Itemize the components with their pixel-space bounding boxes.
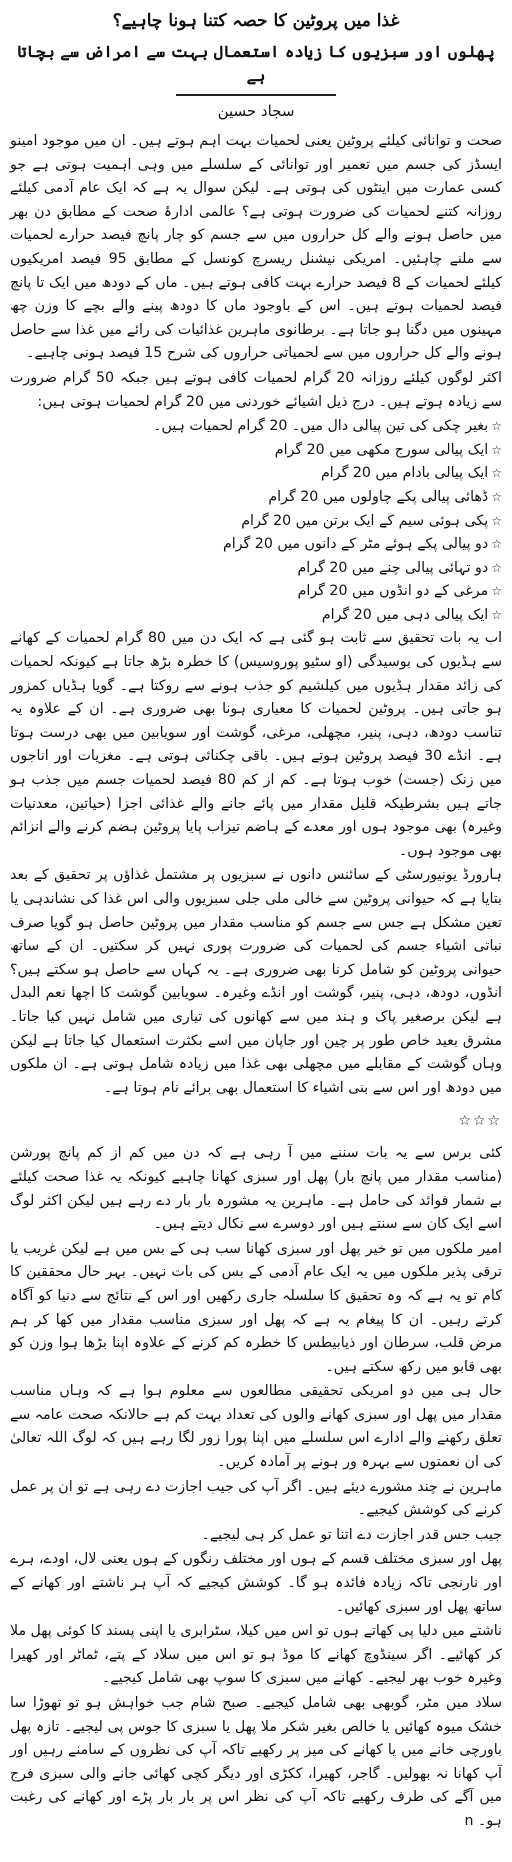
- paragraph-breakfast: ناشتے میں دلیا پی کھاتے ہوں تو اس میں کیلا، سٹرابری یا اپنی پسند کا کوئی پھل ملا کر کھائیے۔ اگر سینڈوچ کھانے کا موڈ ہو تو اس میں سلاد کے پتے، ٹماٹر اور کھیرا وغیرہ خوب بھر لیجیے۔ کھانے میں سبزی کا سوپ بھی شامل کیجیے۔: [9, 1623, 502, 1687]
- list-item: ☆ایک پیالی سورج مکھی میں 20 گرام: [274, 441, 502, 458]
- paragraph-colors: پھل اور سبزی مختلف قسم کے ہوں اور مختلف رنگوں کے ہوں یعنی لال، اودے، ہرے اور نارنجی تاکہ زیادہ فائدہ ہو گا۔ کوشش کیجیے کہ آپ ہر ناشتے اور کھانے کے ساتھ پھل اور سبزی کھائیں۔: [10, 1551, 502, 1615]
- paragraph-rich-countries: امیر ملکوں میں تو خیر پھل اور سبزی کھانا سب ہی کے بس میں ہے لیکن غریب یا ترقی پذیر ملکوں میں یہ ایک عام آدمی کے بس کی بات نہیں۔ بہر حال محققین کا کام تو یہ ہے کہ وہ تحقیق کا سلسلہ جاری رکھیں اور اس کے نتائج سے دنیا کو آگاہ کرتے رہیں۔ ان کا پیغام یہ ہے کہ پھل اور سبزی مناسب مقدار میں کھا کر ہم مرض قلب، سرطان اور ذیابیطس کا خطرہ کم کرنے کے علاوہ اپنا بڑھا ہوا وزن کو بھی قابو میں رکھ سکتے ہیں۔: [10, 1240, 502, 1375]
- list-item: ☆ڈھائی پیالی پکے چاولوں میں 20 گرام: [268, 488, 502, 505]
- paragraph-five-portions: کئی برس سے یہ بات سننے میں آ رہی ہے کہ دن میں کم از کم پانچ پورشن (مناسب مقدار میں پانچ بار) پھل اور سبزی کھانا چاہیے کیونکہ یہ غذا صحت کیلئے بے شمار فوائد کی حامل ہے۔ ماہرین یہ مشورہ بار بار دے رہے ہیں لیکن اکثر لوگ اسے ایک کان سے سنتے ہیں اور دوسرے سے نکال دیتے ہیں۔: [10, 1145, 502, 1233]
- protein-food-list: [10, 415, 502, 627]
- paragraph-daily-protein: اکثر لوگوں کیلئے روزانہ 20 گرام لحمیات کافی ہوتے ہیں جبکہ 50 گرام ضرورت سے زیادہ ہوتے ہیں۔ درج ذیل اشیائے خوردنی میں 20 گرام لحمیات ہوتی ہیں:: [10, 369, 503, 410]
- paragraph-osteoporosis: اب یہ بات تحقیق سے ثابت ہو گئی ہے کہ ایک دن میں 80 گرام لحمیات کے کھانے سے ہڈیوں کی بوسیدگی (او سٹیو پوروسیس) کا خطرہ بڑھ جاتا ہے کیونکہ لحمیات کی زائد مقدار ہڈیوں میں کیلشیم کو جذب ہونے سے روکتا ہے۔ گویا ہڈیاں کمزور ہو جاتی ہیں۔ پروٹین لحمیات کا معیاری ہونا بھی ضروری ہے۔ ان کے علاوہ یہ تناسب دودھ، دہی، پنیر، مچھلی، مرغی، گوشت اور سویابین میں بھی درست ہوتا ہے۔ انڈے 30 فیصد پروٹین ہوتے ہیں۔ باقی چکنائی ہوتی ہے۔ مغزیات اور اناجوں میں زنک (جست) خوب ہوتا ہے۔ کم از کم 80 فیصد لحمیات جسم میں جذب ہو جاتے ہیں بشرطیکہ قلیل مقدار میں پائے جانے والے غذائی اجزا (حیاتین، معدنیات وغیرہ) بھی موجود ہوں اور معدے کے ہاضم تیزاب پایا پروٹین ہضم کرنے والے انزائم بھی موجود ہوں۔: [10, 630, 503, 859]
- star-icon: ☆: [491, 442, 502, 457]
- article-title: غذا میں پروٹین کا حصہ کتنا ہونا چاہیے؟: [112, 11, 400, 31]
- star-icon: ☆: [491, 584, 502, 599]
- list-item: ☆ایک پیالی دہی میں 20 گرام: [321, 606, 502, 623]
- paragraph-harvard-study: ہارورڈ یونیورسٹی کے سائنس دانوں نے سبزیوں پر مشتمل غذاؤں پر تحقیق کے بعد بتایا ہے کہ حیوانی پروٹین سے خالی ملی جلی سبزیوں والی اس غذا کی نشاندہی یا تعین مشکل ہے جس سے جسم کو مناسب مقدار میں پروٹین حاصل ہو گویا صرف نباتی اشیاء جسم کی لحمیات کی ضرورت پوری نہیں کر سکتیں۔ ان کے ساتھ حیوانی پروٹین کو شامل کرنا بھی ضروری ہے۔ یہ کہاں سے حاصل ہو سکتے ہیں؟ انڈوں، دودھ، دہی، پنیر، گوشت اور انڈے وغیرہ۔ سویابین گوشت کا اچھا نعم البدل ہے لیکن برصغیر پاک و ہند میں سے کھانوں کی تیاری میں شامل نہیں کیا جاتا۔ مشرق بعید خاص طور پر چین اور جاپان میں اسے بکثرت استعمال کیا جاتا ہے لیکن وہاں گوشت کے مقابلے میں مچھلی بھی غذا میں زیادہ شامل ہوتی ہے۔ ان ملکوں میں دودھ اور اس سے بنی اشیاء کا استعمال بھی برائے نام ہوتا ہے۔: [10, 867, 502, 1096]
- star-icon: ☆: [491, 537, 502, 552]
- byline-divider: [176, 94, 336, 96]
- paragraph-us-studies: حال ہی میں دو امریکی تحقیقی مطالعوں سے معلوم ہوا ہے کہ وہاں مناسب مقدار میں پھل اور سبزی کھانے والوں کی تعداد بہت کم ہے حالانکہ صحت عامہ سے تعلق رکھنے والے ادارے اس سلسلے میں اپنا پورا زور لگا رہے ہیں کہ لوگ اللہ تعالیٰ کی ان نعمتوں سے بہرہ ور ہونے پر آمادہ کریں۔: [10, 1383, 502, 1471]
- list-item: ☆دو تہائی پیالی چنے میں 20 گرام: [297, 559, 502, 576]
- paragraph-intro: صحت و توانائی کیلئے پروٹین یعنی لحمیات بہت اہم ہوتے ہیں۔ ان میں موجود امینو ایسڈز کی جسم میں تعمیر اور توانائی کے سلسلے میں وہی اہمیت ہوتی ہے جو کسی عمارت میں اینٹوں کی ہوتی ہے۔ لیکن سوال یہ ہے کہ ایک عام آدمی کیلئے روزانہ کتنے لحمیات کی ضرورت ہوتی ہے؟ عالمی ادارۂ صحت کے مطابق دن بھر میں حاصل ہونے والے کل حراروں میں سے جسم کو چار پانچ فیصد حرارے لحمیات سے ملنے چاہئیں۔ امریکی نیشنل ریسرچ کونسل کے مطابق 95 فیصد امریکیوں کیلئے لحمیات کے 8 فیصد حرارے بہت کافی ہوتے ہیں۔ ماں کے دودھ میں ایک تا پانچ فیصد لحمیات ہوتے ہیں۔ اس کے باوجود ماں کا دودھ پینے والے بچے کا وزن چھ مہینوں میں دگنا ہو جاتا ہے۔ برطانوی ماہرین غذائیات کی رائے میں غذا سے حاصل ہونے والے کل حراروں میں سے لحمیاتی حراروں کی شرح 15 فیصد ہونی چاہیے۔: [10, 133, 503, 362]
- list-item: ☆مرغی کے دو انڈوں میں 20 گرام: [297, 583, 502, 600]
- section-separator: ☆☆☆: [458, 1113, 502, 1130]
- star-icon: ☆: [491, 513, 502, 528]
- star-icon: ☆: [491, 466, 502, 481]
- list-item: ☆پکی ہوئی سیم کے ایک برتن میں 20 گرام: [241, 512, 502, 529]
- star-icon: ☆: [491, 560, 502, 575]
- star-icon: ☆: [491, 419, 502, 434]
- paragraph-expert-advice: ماہرین نے چند مشورے دیئے ہیں۔ اگر آپ کی جیب اجازت دے رہی ہے تو ان پر عمل کرنے کی کوشش کیجیے۔: [10, 1478, 502, 1519]
- star-icon: ☆: [491, 607, 502, 622]
- article: [10, 6, 502, 1835]
- star-icon: ☆: [491, 489, 502, 504]
- list-item: ☆ایک پیالی بادام میں 20 گرام: [321, 465, 502, 482]
- list-item: ☆بغیر چکی کی تین پیالی دال میں۔ 20 گرام لحمیات ہیں۔: [153, 418, 502, 435]
- list-item: ☆دو پیالی پکے ہوئے مٹر کے دانوں میں 20 گرام: [222, 536, 502, 553]
- paragraph-salad: سلاد میں مٹر، گوبھی بھی شامل کیجیے۔ صبح شام جب خواہش ہو تو تھوڑا سا خشک میوہ کھائیں یا خالص بغیر شکر ملا پھل یا سبزی کا جوس پی لیجیے۔ تازہ پھل باورچی خانے میں یا کھانے کی میز پر رکھیے تاکہ آپ کی نظروں کے سامنے رہیں اور آپ کھانا نہ بھولیں۔ گاجر، کھیرا، ککڑی اور دیگر کچی کھائی جانے والی سبزی فرج میں آگے کی طرف رکھیے تاکہ آپ کی نظر اس پر بار بار پڑے اور کھانے کی رغبت ہو۔ n: [10, 1695, 502, 1829]
- author-byline: سجاد حسین: [217, 102, 295, 120]
- paragraph-pocket: جیب جس قدر اجازت دے اتنا تو عمل کر ہی لیجیے۔: [201, 1526, 502, 1543]
- article-subtitle: پھلوں اور سبزیوں کا زیادہ استعمال بہت سے امراض سے بچاتا ہے: [17, 42, 495, 85]
